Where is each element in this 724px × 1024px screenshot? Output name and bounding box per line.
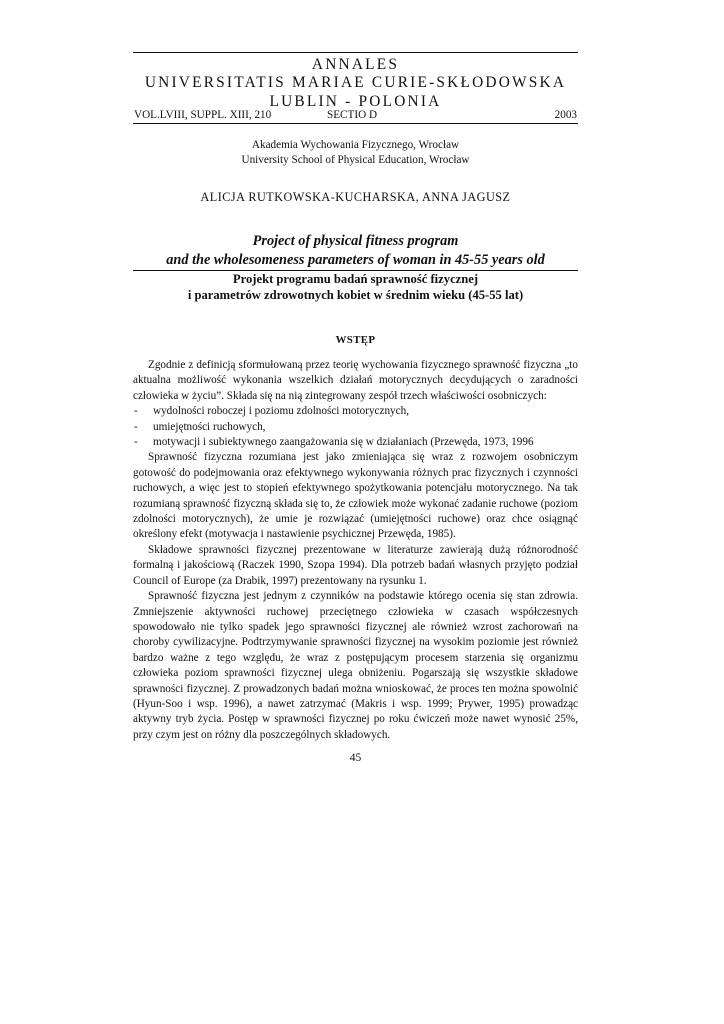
header-bottom-rule xyxy=(133,123,578,124)
polish-title-line-2: i parametrów zdrowotnych kobiet w średnim wieku (45-55 lat) xyxy=(187,287,524,302)
authors: ALICJA RUTKOWSKA-KUCHARSKA, ANNA JAGUSZ xyxy=(200,190,511,204)
paragraph-2: Sprawność fizyczna rozumiana jest jako zmieniająca się wraz z rozwojem osobniczym gotowość do podejmowania oraz efektywnego wykonywania różnych prac fizycznych i czynności ruchowych, a więc jest to stopień efektywnego spożytkowania potencjału motorycznego. Na tak rozumianą sprawność fizyczną składa się to, że człowiek może wykonać zadanie ruchowe (poziom zdolności motorycznych), że umie je rozwiązać (umiejętności ruchowe) oraz chce osiągnąć określony efekt (motywacja i nastawienie psychicznej Przewęda, 1985). xyxy=(133,451,578,541)
affiliation-polish: Akademia Wychowania Fizycznego, Wrocław xyxy=(251,139,460,151)
affiliation-english: University School of Physical Education, Wrocław xyxy=(241,153,470,166)
english-title-line-1: Project of physical fitness program xyxy=(252,233,459,249)
list-item xyxy=(133,435,578,450)
list-item-text: motywacji i subiektywnego zaangażowania się w działaniach (Przewęda, 1973, 1996 xyxy=(153,436,534,449)
intro-paragraph: Zgodnie z definicją sformułowaną przez teorię wychowania fizycznego sprawność fizyczna „to aktualna możliwość wykonania wszelkich działań motorycznych decydujących o zaradności człowieka w życiu”. Składa się na nią zintegrowany zespół trzech właściwości osobniczych: xyxy=(133,359,578,402)
polish-title xyxy=(133,272,578,303)
bullet-marker: - xyxy=(134,405,138,418)
paragraph-3: Składowe sprawności fizycznej prezentowane w literaturze zawierają dużą różnorodność formalną i jakościową (Raczek 1990, Szopa 1994). Dla potrzeb badań własnych przyjęto podział Council of Europe (za Drabik, 1997) prezentowany na rysunku 1. xyxy=(133,543,578,587)
section-label: SECTIO D xyxy=(327,109,378,121)
journal-title-line-2: UNIVERSITATIS MARIAE CURIE-SKŁODOWSKA xyxy=(144,74,567,91)
body-text xyxy=(133,358,578,743)
publication-year: 2003 xyxy=(554,109,577,121)
title-rule xyxy=(133,270,578,271)
english-title xyxy=(133,232,578,270)
english-title-line-2: and the wholesomeness parameters of woman in 45-55 years old xyxy=(166,252,545,268)
volume-number: VOL.LVIII, SUPPL. XIII, 210 xyxy=(134,109,272,121)
list-item-text: umiejętności ruchowych, xyxy=(153,420,266,433)
section-heading: WSTĘP xyxy=(335,334,376,346)
journal-title-line-1: ANNALES xyxy=(311,56,400,73)
bullet-marker: - xyxy=(134,436,138,449)
list-item xyxy=(133,404,578,419)
list-item-text: wydolności roboczej i poziomu zdolności motorycznych, xyxy=(153,405,410,418)
page-number: 45 xyxy=(349,752,362,764)
affiliation xyxy=(133,138,578,167)
paragraph-4: Sprawność fizyczna jest jednym z czynników na podstawie którego ocenia się stan zdrowia. Zmniejszenie aktywności ruchowej przeciętnego człowieka w czasach współczesnych spowodowało nie tylko spadek jego sprawności fizycznej ale również wzrost zachorowań na choroby cywilizacyjne. Podtrzymywanie sprawności fizycznej na wysokim poziomie jest również bardzo ważne z tego względu, że wraz z postępującym procesem starzenia się organizmu człowieka poziom sprawności fizycznej ulega obniżeniu. Pogarszają się wszystkie składowe sprawności fizycznej. Z prowadzonych badań można wnioskować, że proces ten można spowolnić (Hyun-Soo i wsp. 1996), a nawet zatrzymać (Makris i wsp. 1999; Prywer, 1995) prowadząc aktywny tryb życia. Postęp w sprawności fizycznej po roku ćwiczeń może nawet wynosić 25%, przy czym jest on różny dla poszczególnych składowych. xyxy=(133,590,578,741)
journal-title-line-3: LUBLIN - POLONIA xyxy=(269,93,442,110)
polish-title-line-1: Projekt programu badań sprawność fizycznej xyxy=(232,272,479,286)
bullet-marker: - xyxy=(134,420,138,433)
list-item xyxy=(133,420,578,435)
top-rule xyxy=(133,52,578,53)
